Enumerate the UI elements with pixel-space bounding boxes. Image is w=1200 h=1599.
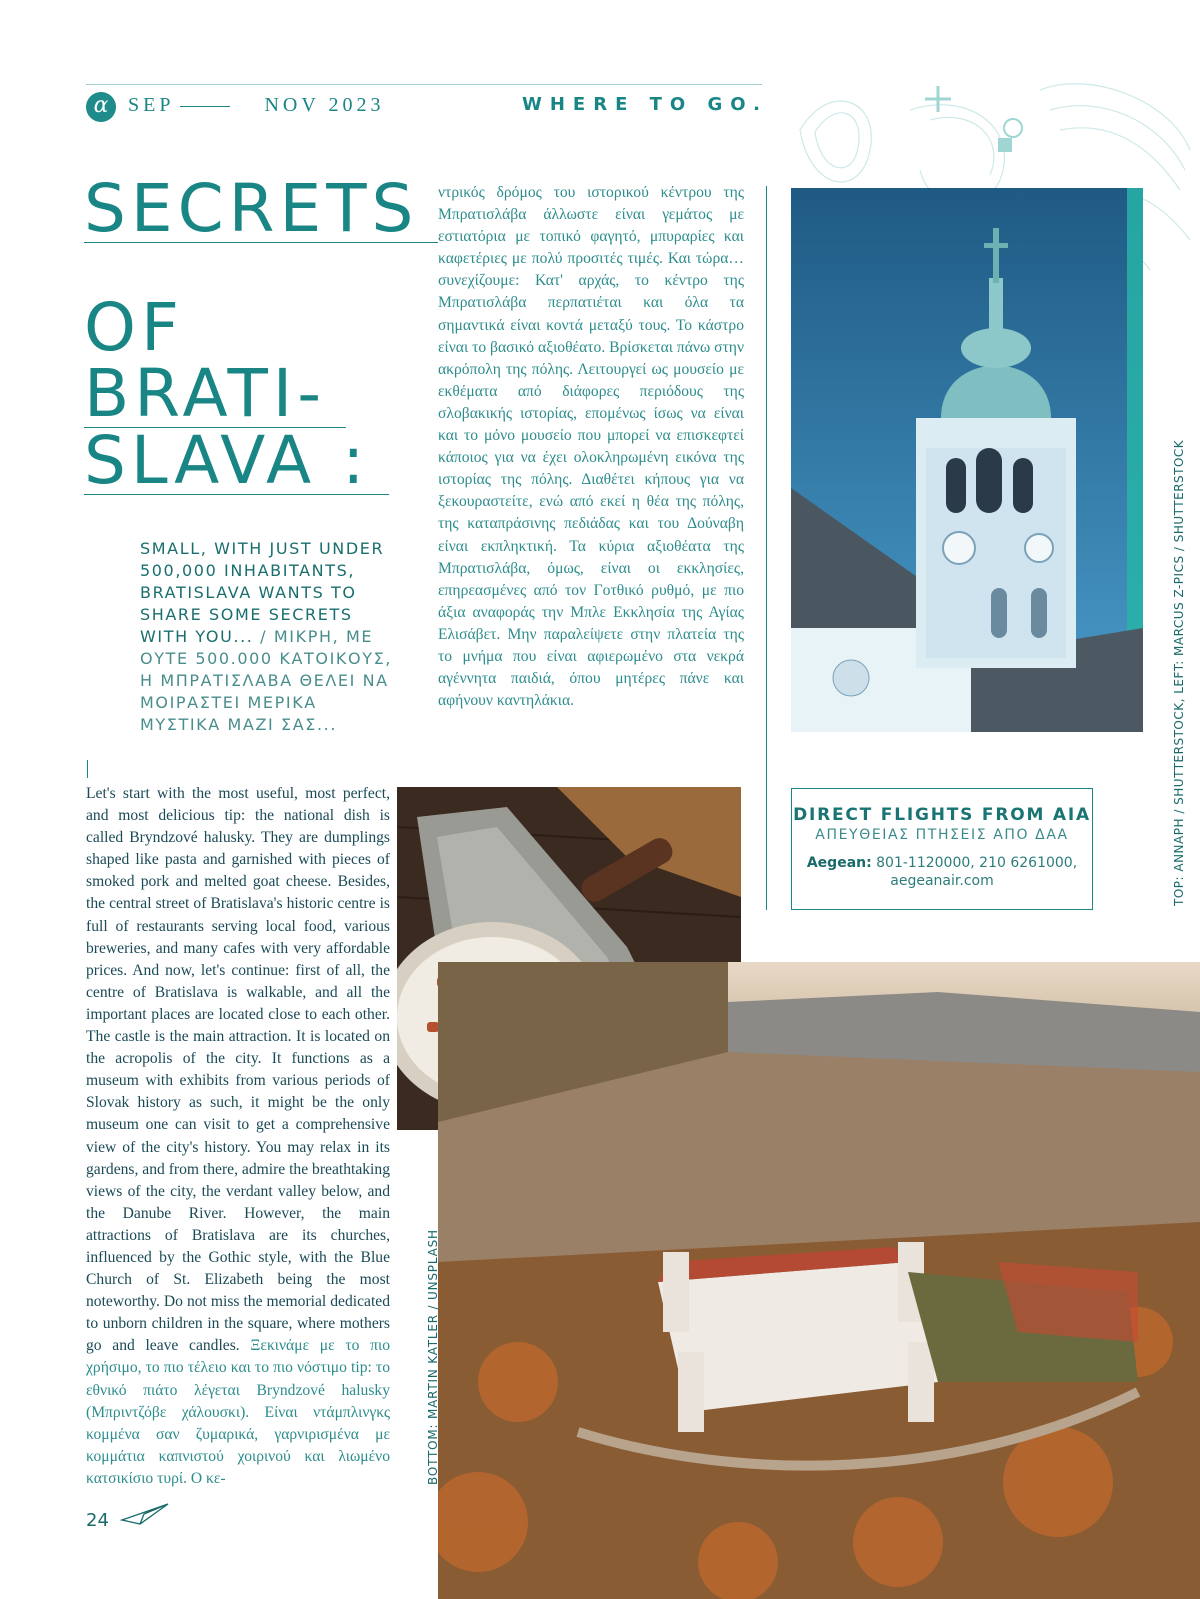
photo-credit-bottom: BOTTOM: MARTIN KATLER / UNSPLASH [426, 1229, 440, 1485]
issue-end: NOV 2023 [264, 94, 385, 116]
body-column-left [86, 783, 390, 1490]
title-line-4: SLAVA : [84, 428, 389, 495]
title-line-2: OF [84, 289, 184, 366]
article-deck [140, 538, 400, 736]
column-divider [766, 186, 767, 910]
flights-contact [792, 855, 1092, 871]
flights-heading-greek: ΑΠΕΥΘΕΙΑΣ ΠΤΗΣΕΙΣ ΑΠΟ ΔΑΑ [815, 827, 1069, 843]
blue-church-photo [791, 188, 1143, 732]
airline-name: Aegean: [806, 855, 872, 871]
bratislava-castle-aerial-photo [438, 962, 1200, 1599]
magazine-logo: α [86, 92, 116, 122]
issue-dash [180, 106, 230, 107]
deck-english: SMALL, WITH JUST UNDER 500,000 INHABITANTS, BRATISLAVA WANTS TO SHARE SOME SECRETS WITH YOU... [140, 539, 385, 646]
photo-credit-right: TOP: ANNAPH / SHUTTERSTOCK, LEFT: MARCUS Z-PICS / SHUTTERSTOCK [1172, 439, 1186, 906]
airline-website[interactable]: aegeanair.com [890, 873, 994, 889]
body-greek-start: Ξεκινάμε με το πιο χρήσιμο, το πιο τέλειο και το πιο νόστιμο tip: το εθνικό πιάτο λέγεται Bryndzové halusky (Μπριντζόβε χάλουσκι). Είναι ντάμπλινγκς κομμένα σαν ζυμαρικά, γαρνιρισμένα με κομμάτια καπνιστού χοιρινού και λιωμένο κατσικίσιο τυρί. Ο κε- [86, 1337, 390, 1487]
title-line-3: BRATI- [84, 361, 346, 428]
section-label: WHERE TO GO. [522, 94, 769, 115]
airline-phones: 801-1120000, 210 6261000, [871, 855, 1078, 871]
title-line-1: SECRETS [84, 176, 438, 243]
article-title [84, 170, 444, 499]
body-english: Let's start with the most useful, most perfect, and most delicious tip: the national dish is called Bryndzové halusky. They are dumplings shaped like pasta and garnished with pieces of smoked pork and melted goat cheese. Besides, the central street of Bratislava's historic centre is full of restaurants serving local food, various breweries, and many cafes with very affordable prices. And now, let's continue: first of all, the centre of Bratislava is walkable, and all the important places are located close to each other. The castle is the main attraction. It is located on the acropolis of the city. It functions as a museum with exhibits from various periods of Slovak history as such, it might be the only museum one can visit to get a comprehensive view of the city's history. You may relax in its gardens, and from there, admire the breathtaking views of the city, the verdant valley below, and the Danube River. However, the main attractions of Bratislava are its churches, influenced by the Gothic style, with the Blue Church of St. Elizabeth being the most noteworthy. Do not miss the memorial dedicated to unborn children in the square, where mothers go and leave candles. [86, 785, 390, 1355]
deck-separator: / [253, 627, 274, 646]
deck-greek: ΜΙΚΡΗ, ΜΕ ΟΥΤΕ 500.000 ΚΑΤΟΙΚΟΥΣ, Η ΜΠΡΑΤΙΣΛΑΒΑ ΘΕΛΕΙ ΝΑ ΜΟΙΡΑΣΤΕΙ ΜΕΡΙΚΑ ΜΥΣΤΙΚΑ ΜΑΖΙ ΣΑΣ... [140, 627, 392, 734]
paper-plane-icon [120, 1502, 170, 1526]
page-number: 24 [86, 1510, 109, 1531]
column-marker [87, 760, 88, 778]
body-column-middle: ντρικός δρόμος του ιστορικού κέντρου της Μπρατισλάβα άλλωστε είναι γεμάτος με εστιατόρια με τοπικό φαγητό, μπυραρίες και καφετέριες με πολύ προσιτές τιμές. Και τώρα… συνεχίζουμε: Κατ' αρχάς, το κέντρο της Μπρατισλάβα περπατιέται και όλα τα σημαντικά είναι κοντά μεταξύ τους. Το κάστρο είναι το βασικό αξιοθέατο. Βρίσκεται πάνω στην ακρόπολη της πόλης. Λειτουργεί ως μουσείο με εκθέματα από διάφορες περιόδους της σλοβακικής ιστορίας, επομένως ίσως να είναι και το μόνο μουσείο που μπορεί να επισκεφτεί κάποιος για να έχει ολοκληρωμένη εικόνα της ιστορίας της πόλης. Διαθέτει κήπους για να ξεκουραστείτε, ενώ από εκεί η θέα της πόλης, της καταπράσινης πεδιάδας και του Δούναβη είναι εκπληκτική. Τα κύρια αξιοθέατα της Μπρατισλάβα, όμως, είναι οι εκκλησίες, επηρεασμένες από τον Γοτθικό ρυθμό, με πιο άξια αναφοράς την Μπλε Εκκλησία της Αγίας Ελισάβετ. Μην παραλείψετε στην πλατεία της το μνήμα που είναι αφιερωμένο στα νεκρά αγέννητα παιδιά, όπου μητέρες πάνε και αφήνουν καντηλάκια. [438, 184, 744, 710]
direct-flights-box [791, 788, 1093, 910]
issue-start: SEP [128, 94, 175, 116]
flights-heading: DIRECT FLIGHTS FROM AIA [793, 805, 1091, 825]
issue-dates [128, 94, 384, 117]
header-rule [86, 84, 762, 85]
